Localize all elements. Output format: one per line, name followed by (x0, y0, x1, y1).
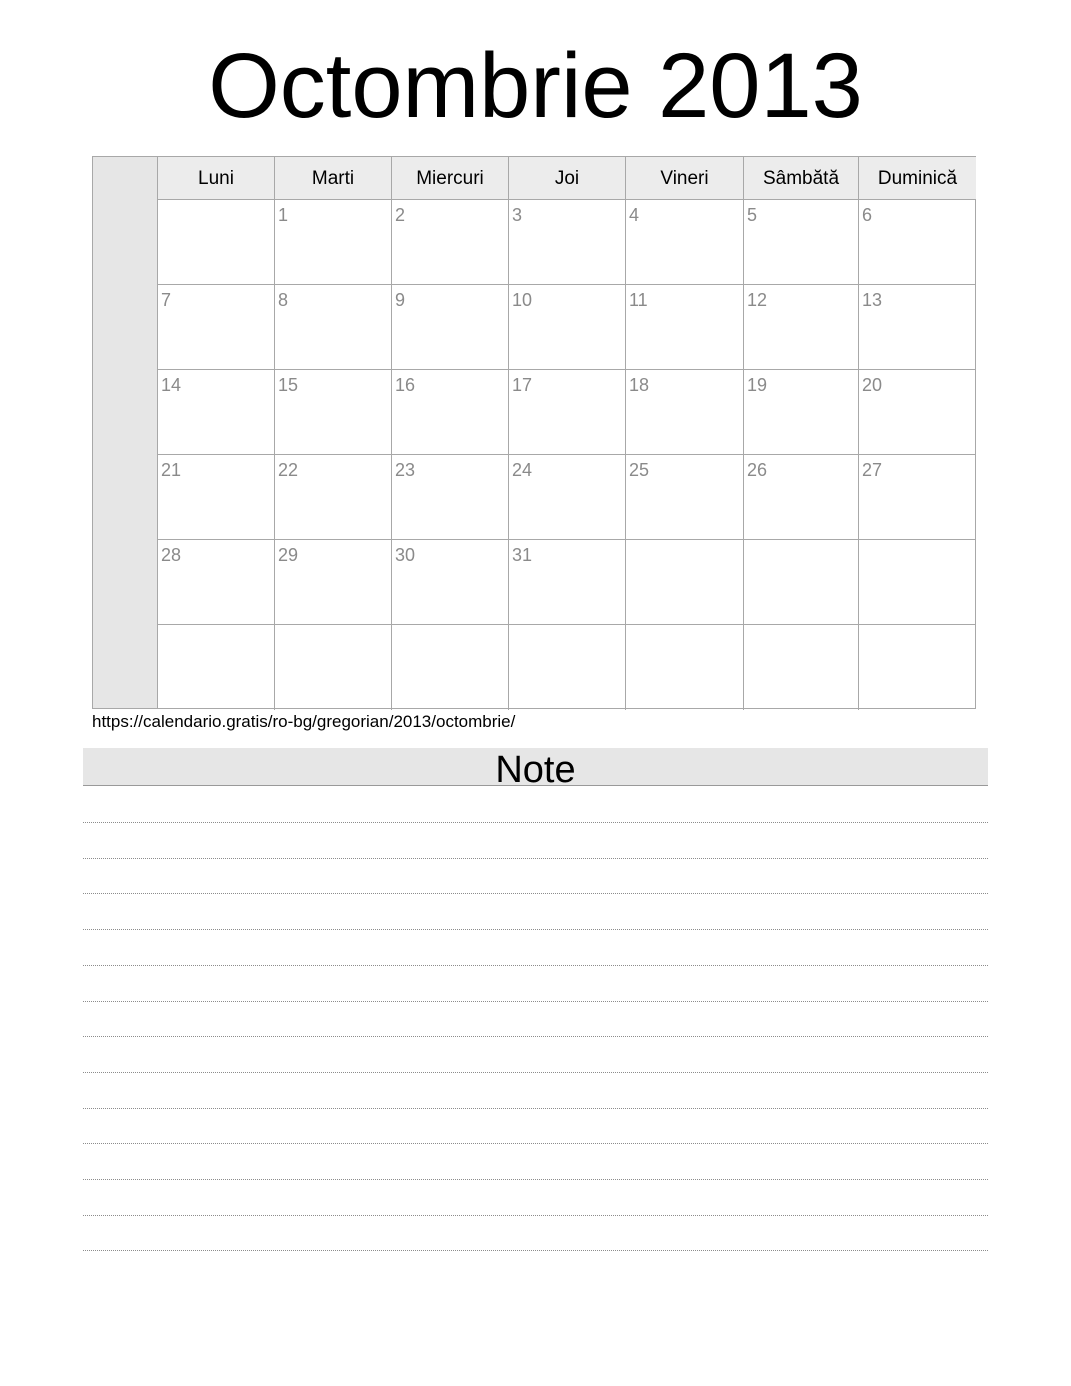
calendar-grid (92, 156, 976, 709)
day-cell[interactable] (392, 370, 509, 454)
day-cell[interactable] (509, 370, 626, 454)
day-number: 7 (161, 290, 172, 310)
weekday-header: Miercuri (392, 157, 509, 199)
note-line[interactable] (83, 822, 988, 823)
note-line[interactable] (83, 1036, 988, 1037)
weekday-header: Joi (509, 157, 626, 199)
day-cell[interactable] (626, 540, 744, 624)
day-cell[interactable] (509, 540, 626, 624)
day-cell[interactable] (158, 625, 275, 710)
day-cell[interactable] (509, 200, 626, 284)
day-cell[interactable] (509, 455, 626, 539)
day-cell[interactable] (158, 285, 275, 369)
day-cell[interactable] (859, 200, 976, 284)
day-cell[interactable] (158, 540, 275, 624)
day-cell[interactable] (626, 625, 744, 710)
day-number: 30 (395, 545, 416, 565)
day-cell[interactable] (744, 370, 859, 454)
day-number: 22 (278, 460, 299, 480)
day-number: 16 (395, 375, 416, 395)
day-number: 19 (747, 375, 768, 395)
day-cell[interactable] (275, 370, 392, 454)
day-number: 25 (629, 460, 650, 480)
day-number: 2 (395, 205, 406, 225)
day-cell[interactable] (744, 455, 859, 539)
day-number: 1 (278, 205, 289, 225)
note-line[interactable] (83, 1072, 988, 1073)
day-number: 26 (747, 460, 768, 480)
day-cell[interactable] (275, 285, 392, 369)
note-line[interactable] (83, 893, 988, 894)
day-number: 8 (278, 290, 289, 310)
week-row (158, 285, 976, 370)
note-line[interactable] (83, 1001, 988, 1002)
day-cell[interactable] (744, 625, 859, 710)
weekday-header: Luni (158, 157, 275, 199)
day-number: 24 (512, 460, 533, 480)
day-number: 9 (395, 290, 406, 310)
page-title: Octombrie 2013 (208, 35, 863, 137)
day-cell[interactable] (859, 455, 976, 539)
week-row (158, 540, 976, 625)
note-line[interactable] (83, 1143, 988, 1144)
day-cell[interactable] (859, 625, 976, 710)
notes-heading: Note (83, 748, 988, 786)
weekday-header: Vineri (626, 157, 744, 199)
day-number: 11 (629, 290, 648, 310)
day-number: 13 (862, 290, 883, 310)
week-row (158, 625, 976, 710)
day-cell[interactable] (158, 370, 275, 454)
day-number: 31 (512, 545, 533, 565)
note-line[interactable] (83, 965, 988, 966)
day-cell[interactable] (859, 540, 976, 624)
day-cell[interactable] (744, 200, 859, 284)
week-row (158, 200, 976, 285)
note-line[interactable] (83, 1215, 988, 1216)
calendar-days (158, 157, 976, 708)
day-cell[interactable] (392, 455, 509, 539)
day-number: 15 (278, 375, 299, 395)
weekday-header-row (158, 157, 976, 200)
day-cell[interactable] (392, 285, 509, 369)
day-cell[interactable] (626, 455, 744, 539)
week-row (158, 370, 976, 455)
day-number: 4 (629, 205, 640, 225)
day-number: 28 (161, 545, 182, 565)
day-cell[interactable] (392, 200, 509, 284)
day-cell[interactable] (744, 540, 859, 624)
day-cell[interactable] (509, 285, 626, 369)
day-cell[interactable] (859, 370, 976, 454)
weekday-header: Marti (275, 157, 392, 199)
note-line[interactable] (83, 858, 988, 859)
week-row (158, 455, 976, 540)
day-number: 5 (747, 205, 758, 225)
day-cell[interactable] (626, 200, 744, 284)
day-cell[interactable] (275, 455, 392, 539)
day-cell[interactable] (626, 285, 744, 369)
day-number: 10 (512, 290, 533, 310)
note-line[interactable] (83, 1179, 988, 1180)
day-number: 14 (161, 375, 182, 395)
day-number: 6 (862, 205, 873, 225)
day-number: 18 (629, 375, 650, 395)
day-cell[interactable] (275, 625, 392, 710)
note-line[interactable] (83, 929, 988, 930)
day-number: 21 (161, 460, 182, 480)
day-number: 17 (512, 375, 533, 395)
day-cell[interactable] (158, 455, 275, 539)
weekday-header: Duminică (877, 168, 958, 189)
day-number: 23 (395, 460, 416, 480)
note-line[interactable] (83, 1250, 988, 1251)
day-cell[interactable] (626, 370, 744, 454)
source-url: https://calendario.gratis/ro-bg/gregorian/2013/octombrie/ (92, 712, 516, 731)
day-number: 12 (747, 290, 768, 310)
day-number: 20 (862, 375, 883, 395)
day-number: 3 (512, 205, 523, 225)
day-cell[interactable] (392, 625, 509, 710)
day-cell[interactable] (158, 200, 275, 284)
day-cell[interactable] (392, 540, 509, 624)
day-cell[interactable] (275, 540, 392, 624)
day-cell[interactable] (744, 285, 859, 369)
day-number: 27 (862, 460, 883, 480)
day-cell[interactable] (509, 625, 626, 710)
day-number: 29 (278, 545, 299, 565)
weekday-header: Sâmbătă (744, 157, 859, 199)
note-line[interactable] (83, 1108, 988, 1109)
day-cell[interactable] (859, 285, 976, 369)
week-number-column (93, 157, 158, 708)
day-cell[interactable] (275, 200, 392, 284)
